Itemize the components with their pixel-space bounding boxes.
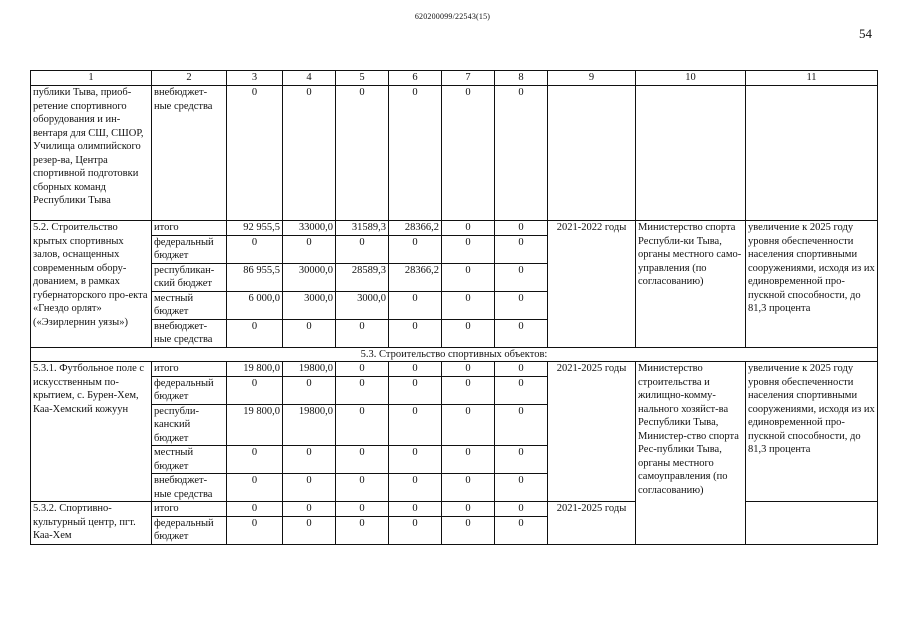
amount-cell: 0 — [227, 376, 283, 404]
amount-cell: 0 — [442, 263, 495, 291]
amount-cell: 0 — [389, 86, 442, 221]
column-header: 5 — [336, 71, 389, 86]
amount-cell: 0 — [442, 86, 495, 221]
amount-cell: 0 — [495, 474, 548, 502]
amount-cell: 0 — [389, 516, 442, 544]
funding-source: местный бюджет — [152, 446, 227, 474]
amount-cell: 0 — [442, 235, 495, 263]
amount-cell: 31589,3 — [336, 221, 389, 236]
amount-cell: 0 — [389, 502, 442, 517]
amount-cell: 0 — [442, 404, 495, 446]
table-row — [31, 221, 878, 236]
executor-cell: Министерство спорта Республи-ки Тыва, органы местного само-управления (по согласованию) — [636, 221, 746, 348]
table-row — [31, 502, 878, 517]
amount-cell: 3000,0 — [283, 291, 336, 319]
amount-cell: 0 — [389, 446, 442, 474]
amount-cell: 0 — [442, 362, 495, 377]
column-header: 10 — [636, 71, 746, 86]
document-id: 620200099/22543(15) — [414, 12, 491, 21]
result-cell — [746, 86, 878, 221]
funding-source: итого — [152, 502, 227, 517]
amount-cell: 0 — [442, 474, 495, 502]
amount-cell: 0 — [227, 516, 283, 544]
column-header: 1 — [31, 71, 152, 86]
amount-cell: 0 — [336, 502, 389, 517]
amount-cell: 0 — [389, 474, 442, 502]
amount-cell: 0 — [442, 319, 495, 347]
amount-cell: 0 — [495, 235, 548, 263]
amount-cell: 28366,2 — [389, 221, 442, 236]
result-cell: увеличение к 2025 году уровня обеспеченности населения спортивными сооружениями, исходя из их единовременной про-пускной способности, до 81,3 процента — [746, 362, 878, 502]
amount-cell: 0 — [336, 319, 389, 347]
amount-cell: 0 — [389, 362, 442, 377]
column-header: 7 — [442, 71, 495, 86]
column-header: 6 — [389, 71, 442, 86]
funding-source: федеральный бюджет — [152, 235, 227, 263]
activity-name: 5.3.2. Спортивно-культурный центр, пгт. Каа-Хем — [31, 502, 152, 545]
amount-cell: 0 — [336, 446, 389, 474]
amount-cell: 0 — [495, 291, 548, 319]
amount-cell: 0 — [283, 474, 336, 502]
amount-cell: 92 955,5 — [227, 221, 283, 236]
amount-cell: 0 — [336, 474, 389, 502]
amount-cell: 0 — [442, 291, 495, 319]
activity-name: 5.3.1. Футбольное поле с искусственным по-крытием, с. Бурен-Хем, Каа-Хемский кожуун — [31, 362, 152, 502]
funding-source: внебюджет-ные средства — [152, 86, 227, 221]
funding-source: внебюджет-ные средства — [152, 319, 227, 347]
amount-cell: 0 — [442, 446, 495, 474]
amount-cell: 3000,0 — [336, 291, 389, 319]
period-cell — [548, 86, 636, 221]
result-cell: увеличение к 2025 году уровня обеспеченности населения спортивными сооружениями, исходя из их единовременной про-пускной способности, до 81,3 процента — [746, 221, 878, 348]
funding-source: республикан-ский бюджет — [152, 263, 227, 291]
program-table — [30, 70, 878, 545]
amount-cell: 0 — [495, 263, 548, 291]
amount-cell: 0 — [495, 446, 548, 474]
amount-cell: 0 — [227, 86, 283, 221]
column-header: 9 — [548, 71, 636, 86]
amount-cell: 86 955,5 — [227, 263, 283, 291]
amount-cell: 0 — [442, 502, 495, 517]
amount-cell: 0 — [495, 319, 548, 347]
amount-cell: 0 — [495, 516, 548, 544]
amount-cell: 0 — [495, 404, 548, 446]
amount-cell: 0 — [227, 474, 283, 502]
amount-cell: 0 — [389, 235, 442, 263]
column-number-row — [31, 71, 878, 86]
amount-cell: 0 — [227, 235, 283, 263]
amount-cell: 0 — [227, 319, 283, 347]
activity-name: публики Тыва, приоб-ретение спортивного оборудования и ин-вентаря для СШ, СШОР, Училища олимпийского резер-ва, Центра спортивной подготовки сборных команд Республики Тыва — [31, 86, 152, 221]
executor-cell: Министерство строительства и жилищно-комму-нального хозяйст-ва Республики Тыва, Министер-ство спорта Рес-публики Тыва, органы местного самоуправления (по согласованию) — [636, 362, 746, 545]
period-cell: 2021-2025 годы — [548, 502, 636, 545]
amount-cell: 0 — [336, 86, 389, 221]
amount-cell: 0 — [227, 502, 283, 517]
amount-cell: 28366,2 — [389, 263, 442, 291]
amount-cell: 0 — [283, 376, 336, 404]
amount-cell: 0 — [336, 404, 389, 446]
amount-cell: 0 — [442, 516, 495, 544]
amount-cell: 0 — [389, 376, 442, 404]
funding-source: республи-канский бюджет — [152, 404, 227, 446]
executor-cell — [636, 86, 746, 221]
funding-source: внебюджет-ные средства — [152, 474, 227, 502]
amount-cell: 0 — [495, 86, 548, 221]
period-cell: 2021-2025 годы — [548, 362, 636, 502]
amount-cell: 19 800,0 — [227, 404, 283, 446]
amount-cell: 0 — [283, 502, 336, 517]
amount-cell: 0 — [495, 376, 548, 404]
amount-cell: 6 000,0 — [227, 291, 283, 319]
column-header: 2 — [152, 71, 227, 86]
amount-cell: 0 — [495, 221, 548, 236]
amount-cell: 0 — [336, 376, 389, 404]
amount-cell: 33000,0 — [283, 221, 336, 236]
amount-cell: 30000,0 — [283, 263, 336, 291]
funding-source: итого — [152, 362, 227, 377]
amount-cell: 0 — [442, 221, 495, 236]
table-row — [31, 86, 878, 221]
funding-source: итого — [152, 221, 227, 236]
amount-cell: 0 — [283, 516, 336, 544]
amount-cell: 0 — [227, 446, 283, 474]
section-row — [31, 347, 878, 362]
amount-cell: 0 — [495, 502, 548, 517]
amount-cell: 0 — [283, 235, 336, 263]
funding-source: федеральный бюджет — [152, 376, 227, 404]
result-cell — [746, 502, 878, 545]
amount-cell: 0 — [389, 291, 442, 319]
column-header: 4 — [283, 71, 336, 86]
column-header: 8 — [495, 71, 548, 86]
section-heading: 5.3. Строительство спортивных объектов: — [31, 347, 878, 362]
period-cell: 2021-2022 годы — [548, 221, 636, 348]
amount-cell: 0 — [389, 319, 442, 347]
table-row — [31, 362, 878, 377]
page-number: 54 — [859, 26, 872, 41]
amount-cell: 0 — [389, 404, 442, 446]
amount-cell: 0 — [442, 376, 495, 404]
amount-cell: 28589,3 — [336, 263, 389, 291]
column-header: 11 — [746, 71, 878, 86]
amount-cell: 0 — [283, 446, 336, 474]
amount-cell: 0 — [336, 362, 389, 377]
amount-cell: 0 — [336, 235, 389, 263]
funding-source: федеральный бюджет — [152, 516, 227, 544]
amount-cell: 0 — [336, 516, 389, 544]
amount-cell: 19800,0 — [283, 404, 336, 446]
amount-cell: 0 — [495, 362, 548, 377]
funding-source: местный бюджет — [152, 291, 227, 319]
amount-cell: 0 — [283, 319, 336, 347]
amount-cell: 19800,0 — [283, 362, 336, 377]
amount-cell: 19 800,0 — [227, 362, 283, 377]
column-header: 3 — [227, 71, 283, 86]
amount-cell: 0 — [283, 86, 336, 221]
activity-name: 5.2. Строительство крытых спортивных залов, оснащенных современным обору-дованием, в рамках губернаторского про-екта «Гнездо орлят» («Эзирлернин уязы») — [31, 221, 152, 348]
